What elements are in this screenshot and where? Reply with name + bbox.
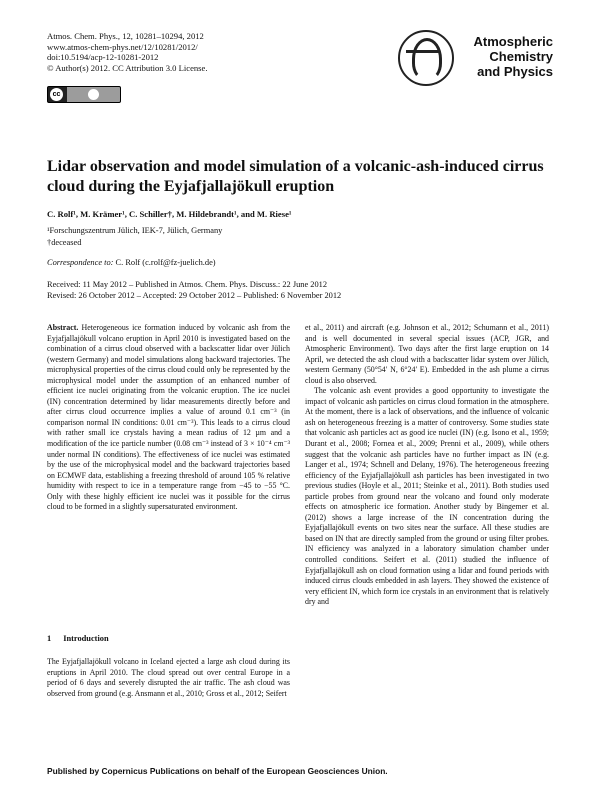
journal-header [47, 31, 208, 73]
section-heading [47, 634, 109, 643]
article-url[interactable]: www.atmos-chem-phys.net/12/10281/2012/ [47, 41, 198, 52]
correspondence [47, 257, 216, 268]
right-column [305, 323, 549, 608]
intro-paragraph: The Eyjafjallajökull volcano in Iceland ejected a large ash cloud during its eruptions in April 2010. The cloud spread out over central Europe in a period of 6 days and severely disrupted the air traffic. The ash cloud was observed from ground (e.g. Ansmann et al., 2010; Gross et al., 2012; Seifert [47, 657, 290, 698]
correspondence-label: Correspondence to: [47, 258, 114, 267]
correspondence-email[interactable]: C. Rolf (c.rolf@fz-juelich.de) [113, 258, 216, 267]
revised-dates: Revised: 26 October 2012 – Accepted: 29 October 2012 – Published: 6 November 2012 [47, 291, 342, 300]
paper-title: Lidar observation and model simulation of a volcanic-ash-induced cirrus cloud during the Eyjafjallajökull eruption [47, 158, 544, 195]
citation-line: Atmos. Chem. Phys., 12, 10281–10294, 2012 [47, 31, 204, 41]
copyright: © Author(s) 2012. CC Attribution 3.0 License. [47, 62, 208, 73]
section-number: 1 [47, 634, 52, 643]
egu-logo-icon [398, 30, 454, 86]
abstract-label: Abstract. [47, 323, 79, 332]
by-icon [67, 87, 120, 102]
intro-column-1 [47, 657, 290, 699]
right-paragraph-1: et al., 2011) and aircraft (e.g. Johnson et al., 2012; Schumann et al., 2011) and is well documented in several special issues (ACP, JGR, and Atmospheric Environment). Two days after the first large eruption on 14 April, we detected the ash cloud with a backscatter lidar system over Jülich, western Germany (50°54′ N, 6°24′ E). Embedded in the ash plume a cirrus cloud is also observed. [305, 323, 549, 385]
doi[interactable]: doi:10.5194/acp-12-10281-2012 [47, 52, 159, 63]
received-dates: Received: 11 May 2012 – Published in Atmos. Chem. Phys. Discuss.: 22 June 2012 [47, 280, 328, 289]
logo-line-1: Atmospheric [473, 34, 553, 49]
author-list: C. Rolf¹, M. Krämer¹, C. Schiller†, M. Hildebrandt¹, and M. Riese¹ [47, 209, 292, 219]
cc-icon: cc [50, 88, 63, 101]
deceased-note: †deceased [47, 238, 82, 247]
affiliation: ¹Forschungszentrum Jülich, IEK-7, Jülich, Germany [47, 226, 223, 235]
abstract-text: Heterogeneous ice formation induced by volcanic ash from the Eyjafjallajökull volcano eruption in April 2010 is investigated based on the combination of a cirrus cloud observed with a backscatter lidar over Jülich (western Germany) and model simulations along backward trajectories. The microphysical properties of the cirrus cloud could only be represented by the microphysical model under the assumption of an enhanced number of efficient ice nuclei originating from the volcanic eruption. The ice nuclei (IN) concentration determined by lidar measurements directly before and after cirrus cloud occurrence implies a value of around 0.1 cm⁻³ (in comparison normal IN conditions: 0.01 cm⁻³). This leads to a cirrus cloud with rather small ice crystals having a mean radius of 12 µm and a modification of the ice particle number (0.08 cm⁻³ instead of 3 × 10⁻⁴ cm⁻³ under normal IN conditions). The effectiveness of ice nuclei was estimated by the use of the microphysical model and the backward trajectories based on ECMWF data, establishing a freezing threshold of around 105 % relative humidity with respect to ice in a temperature range from −45 to −55 °C. Only with these highly efficient ice nuclei was it possible for the cirrus cloud to be formed in a slightly supersaturated environment. [47, 323, 290, 512]
logo-line-3: and Physics [477, 64, 553, 79]
abstract [47, 323, 290, 513]
cc-license-badge[interactable] [47, 86, 121, 103]
section-title: Introduction [63, 634, 109, 643]
logo-line-2: Chemistry [489, 49, 553, 64]
publisher-footer: Published by Copernicus Publications on behalf of the European Geosciences Union. [47, 766, 388, 776]
right-paragraph-2: The volcanic ash event provides a good opportunity to investigate the impact of volcanic ash particles on cirrus cloud formation in the atmosphere. At the moment, there is a lack of observations, and the influence of volcanic ash on heterogeneous freezing is a matter of controversy. Some studies state that volcanic ash particles act as good ice nuclei (IN) (e.g. Isono et al., 1959; Durant et al., 2008; Fornea et al., 2009; Prenni et al., 2009), while others suggest that the volcanic ash particles have no further impact as IN (e.g. Langer et al., 1974; Schnell and Delany, 1976). The heterogeneous freezing efficiency of the Eyjafjallajökull ash particles has been investigated in two previous studies (Hoyle et al., 2011; Steinke et al., 2011). Both studies used particle probes from ground near the volcano and found only moderate effects on atmospheric ice formation. Another study by Bingemer et al. (2012) shows a large increase of the IN concentration during the Eyjafjallajökull events on two sites near the surface. All these studies are based on IN that are directly sampled from the ground or using filter probes. IN efficiency was analyzed in a laboratory simulation chamber under controlled conditions. Seifert et al. (2011) studied the influence of Eyjafjallajökull ash on cloud formation using a lidar and found periods with induced cirrus clouds embedded in ash layers. They showed the existence of very efficient IN, which form ice crystals in an environment that is relatively dry and [305, 386, 549, 607]
journal-logo [398, 30, 553, 88]
